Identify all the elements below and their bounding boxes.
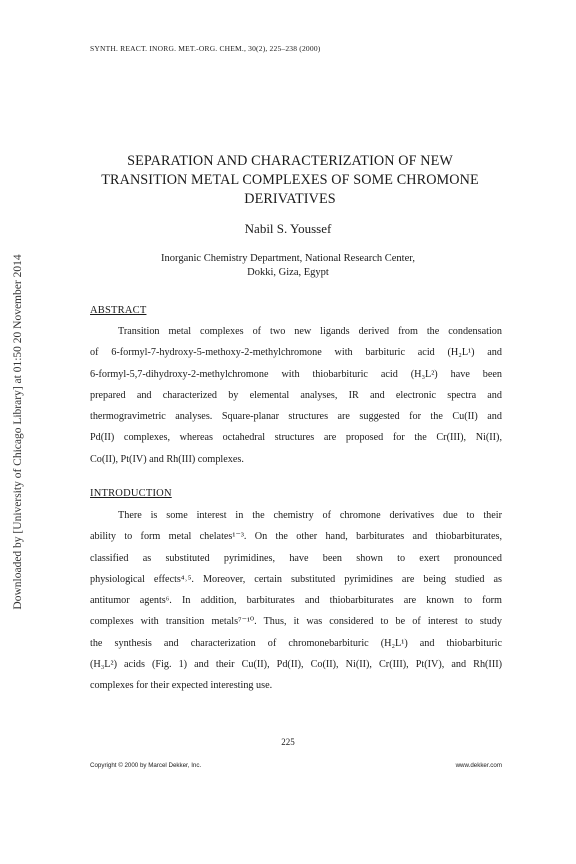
affiliation-line: Inorganic Chemistry Department, National Research Center,	[161, 253, 415, 264]
publisher-website: www.dekker.com	[455, 762, 502, 769]
affiliation-line: Dokki, Giza, Egypt	[247, 267, 329, 278]
introduction-body	[90, 505, 502, 697]
abstract-line: thermogravimetric analyses. Square-planar structures are suggested for the Cu(II) and	[90, 411, 502, 423]
abstract-line: of 6-formyl-7-hydroxy-5-methoxy-2-methylchromone with barbituric acid (H₂L¹) and	[90, 347, 502, 359]
title-line: DERIVATIVES	[244, 191, 336, 207]
abstract-heading: ABSTRACT	[90, 305, 147, 316]
abstract-body	[90, 321, 502, 470]
introduction-line: antitumor agents⁶. In addition, barbiturates and thiobarbiturates are known to form	[90, 595, 502, 607]
introduction-line: (H₃L²) acids (Fig. 1) and their Cu(II), Pd(II), Co(II), Ni(II), Cr(III), Pt(IV), and Rh(III)	[90, 659, 502, 671]
introduction-line: classified as substituted pyrimidines, have been shown to exert pronounced	[90, 552, 502, 564]
copyright-notice: Copyright © 2000 by Marcel Dekker, Inc.	[90, 762, 202, 769]
paper-title	[60, 152, 520, 209]
abstract-line: Pd(II) complexes, whereas octahedral structures are proposed for the Cr(III), Ni(II),	[90, 432, 502, 444]
introduction-line: There is some interest in the chemistry of chromone derivatives due to their	[118, 510, 502, 521]
abstract-line: Co(II), Pt(IV) and Rh(III) complexes.	[90, 453, 244, 465]
page-number: 225	[281, 737, 295, 747]
introduction-line: complexes with transition metals⁷⁻¹⁰. Thus, it was considered to be of interest to study	[90, 616, 502, 628]
introduction-line: complexes for their expected interesting use.	[90, 680, 273, 692]
title-line: SEPARATION AND CHARACTERIZATION OF NEW	[127, 153, 453, 169]
abstract-line: prepared and characterized by elemental analyses, IR and electronic spectra and	[90, 389, 502, 401]
introduction-line: the synthesis and characterization of chromonebarbituric (H₂L¹) and thiobarbituric	[90, 637, 502, 649]
journal-header: SYNTH. REACT. INORG. MET.-ORG. CHEM., 30(2), 225–238 (2000)	[90, 44, 321, 53]
title-line: TRANSITION METAL COMPLEXES OF SOME CHROMONE	[101, 172, 479, 188]
introduction-heading: INTRODUCTION	[90, 488, 172, 499]
introduction-line: ability to form metal chelates¹⁻³. On the other hand, barbiturates and thiobarbiturates,	[90, 531, 502, 543]
download-stamp-text: Downloaded by [University of Chicago Library] at 01:50 20 November 2014	[12, 254, 24, 610]
affiliation	[0, 252, 576, 280]
abstract-line: Transition metal complexes of two new ligands derived from the condensation	[118, 326, 502, 337]
abstract-line: 6-formyl-5,7-dihydroxy-2-methylchromone with thiobarbituric acid (H₃L²) have been	[90, 368, 502, 380]
author-name: Nabil S. Youssef	[244, 221, 332, 236]
introduction-line: physiological effects⁴˒⁵. Moreover, certain substituted pyrimidines are being studied as	[90, 573, 502, 585]
